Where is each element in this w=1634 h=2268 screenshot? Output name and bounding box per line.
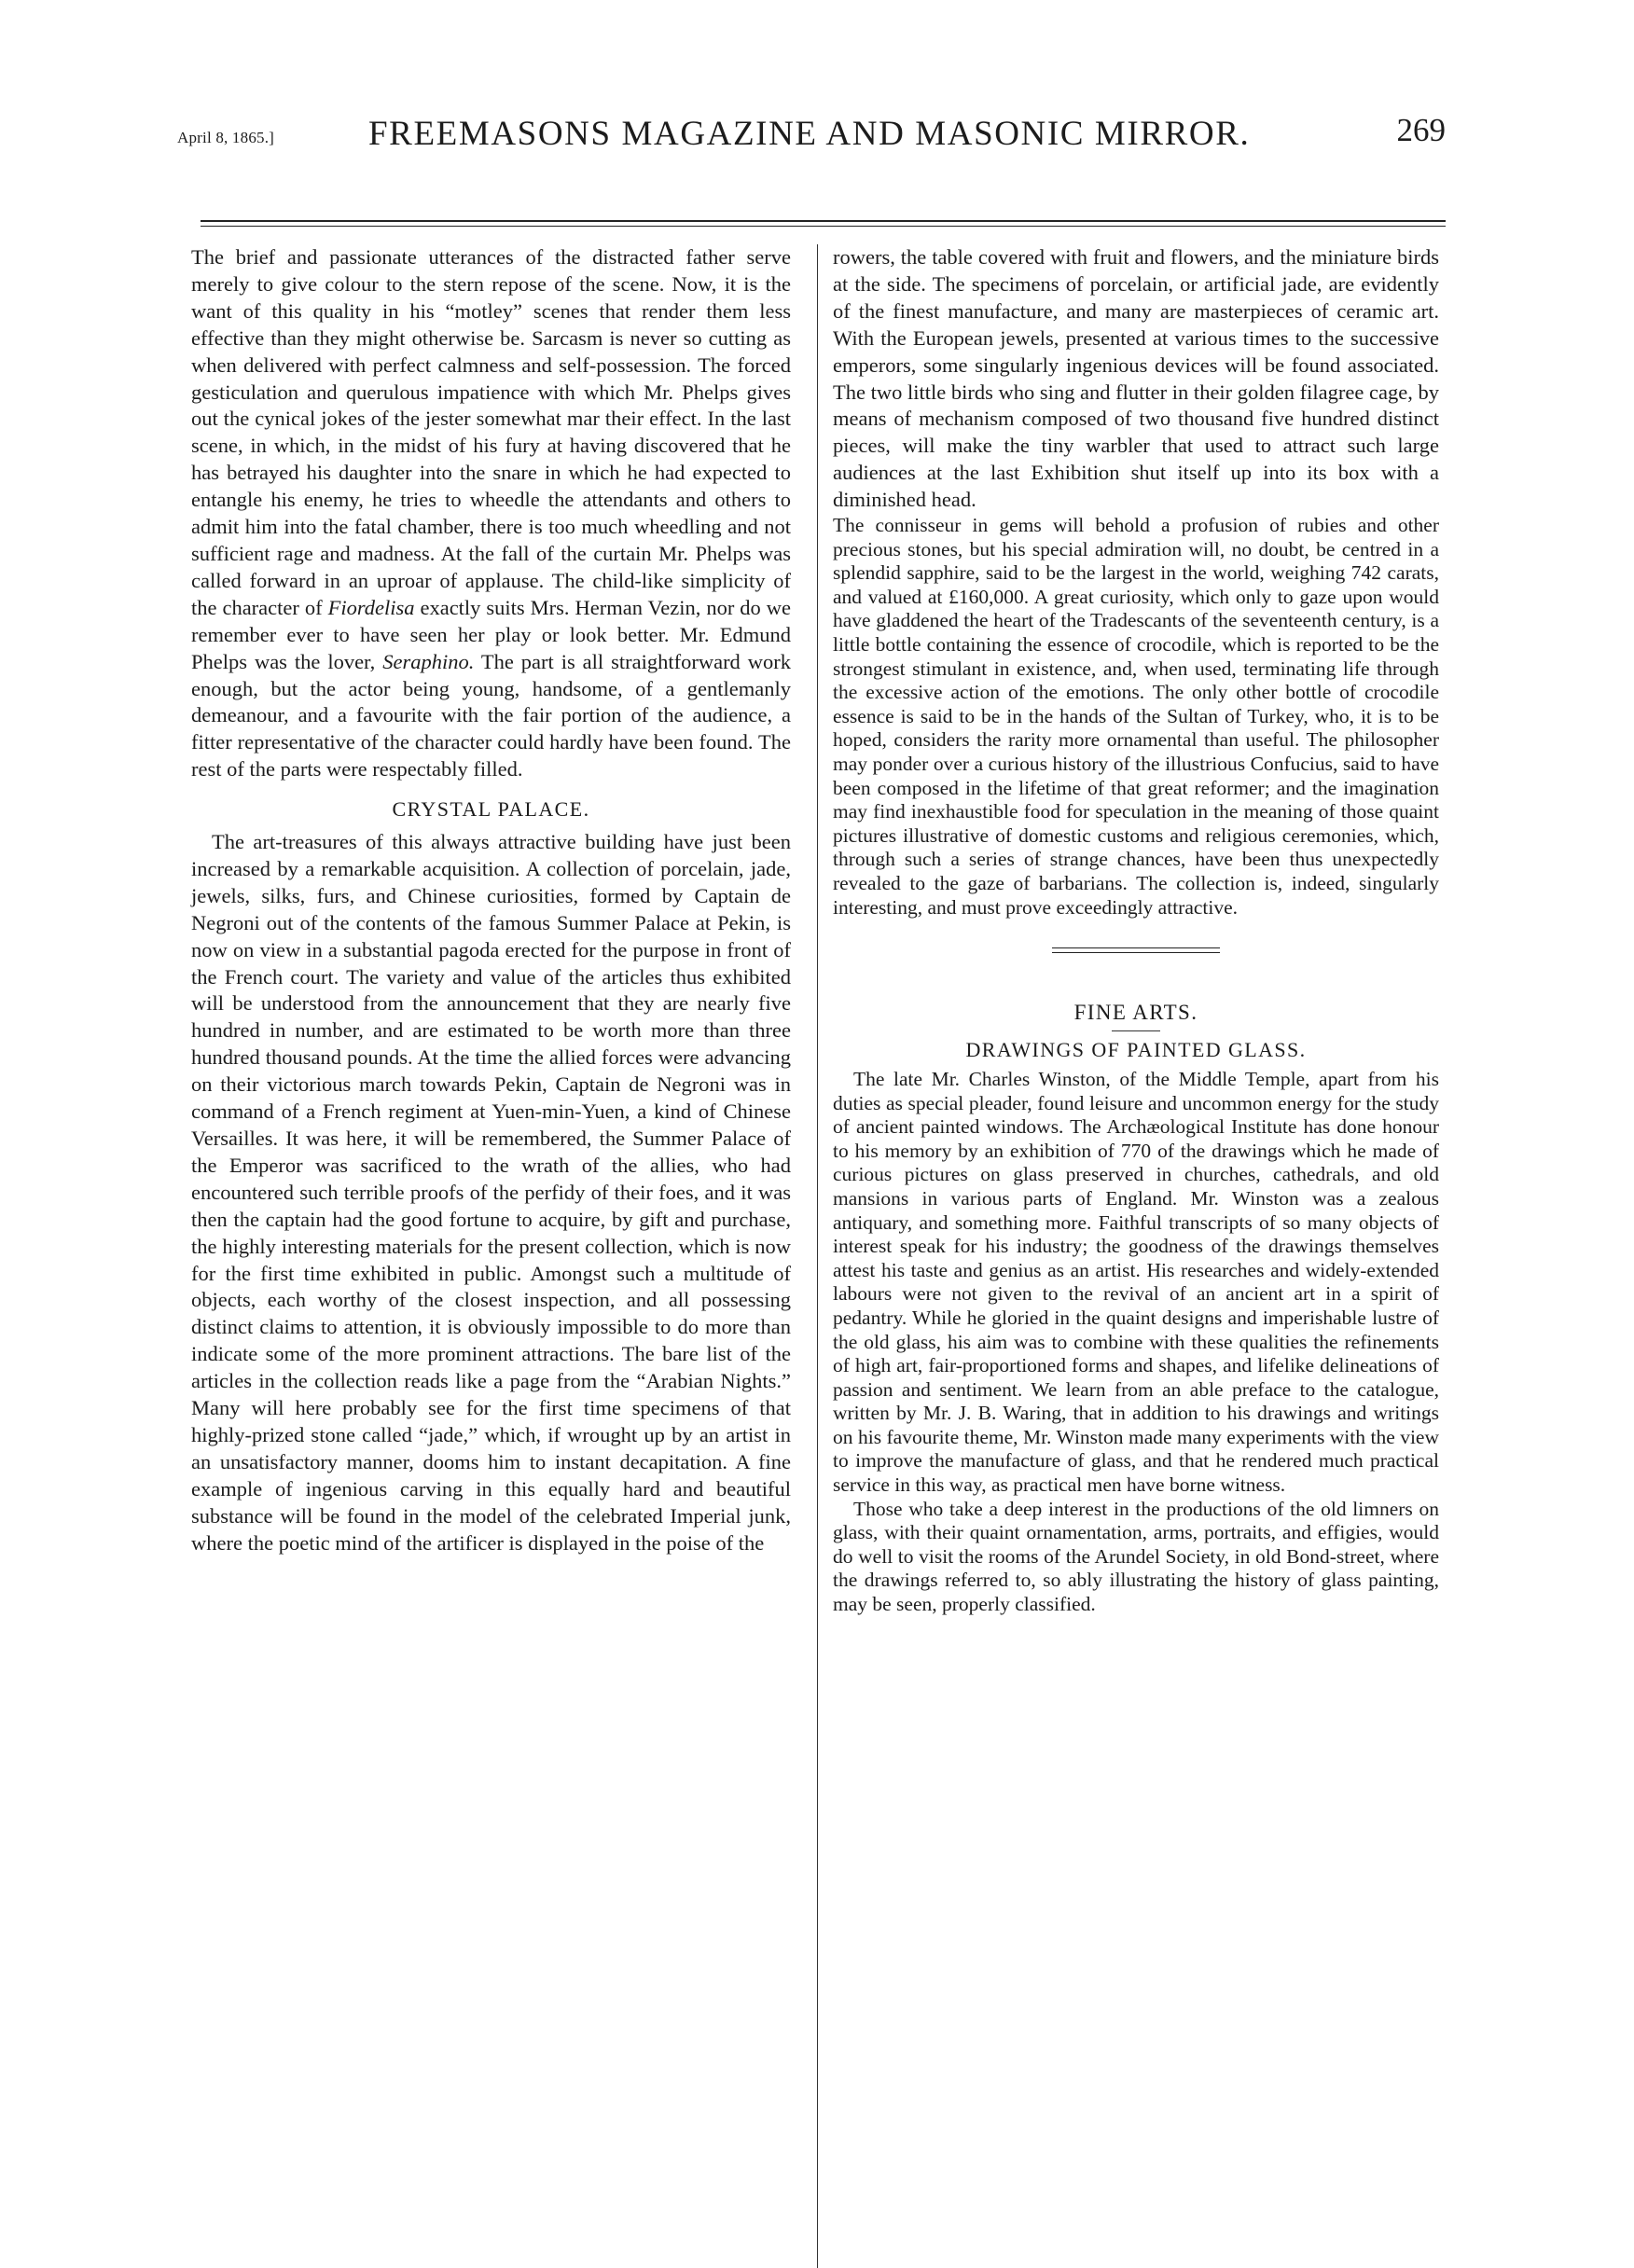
subheading-drawings-of-painted-glass: DRAWINGS OF PAINTED GLASS.: [965, 1038, 1307, 1062]
heading-underline: [1112, 1030, 1160, 1031]
section-heading-fine-arts: FINE ARTS.: [1073, 1001, 1198, 1025]
page-header: [177, 110, 1446, 166]
theatre-review-paragraph: [191, 244, 791, 783]
section-heading-crystal-palace: CRYSTAL PALACE.: [392, 797, 590, 822]
column-divider: [817, 244, 818, 2268]
character-name-fiordelisa: Fiordelisa: [327, 595, 415, 619]
right-column: [833, 244, 1439, 1617]
review-text-2: exactly suits Mrs. Herman Vezin, nor do we remember ever to have seen her play or look better. Mr. Edmund Phelps was the lover,: [191, 595, 792, 673]
crystal-palace-paragraph: The art-treasures of this always attractive building have just been increased by a remarkable acquisition. A collection of porcelain, jade, jewels, silks, furs, and Chinese curiosities, formed by Captain de Negroni out of the contents of the famous Summer Palace at Pekin, is now on view in a substantial pagoda erected for the purpose in front of the French court. The variety and value of the articles thus exhibited will be understood from the announcement that they are nearly five hundred in number, and are estimated to be worth more than three hundred thousand pounds. At the time the allied forces were advancing on their victorious march towards Pekin, Captain de Negroni was in command of a French regiment at Yuen-min-Yuen, a kind of Chinese Versailles. It was here, it will be remembered, the Summer Palace of the Emperor was sacrificed to the wrath of the allies, who had encountered such terrible proofs of the perfidy of their foes, and it was then the captain had the good fortune to acquire, by gift and purchase, the highly interesting materials for the present collection, which is now for the first time exhibited in public. Amongst such a multitude of objects, each worthy of the closest inspection, and all possessing distinct claims to attention, it is obviously impossible to do more than indicate some of the more prominent attractions. The bare list of the articles in the collection reads like a page from the “Arabian Nights.” Many will here probably see for the first time specimens of that highly-prized stone called “jade,” which, if wrought up by an artist in an unsatisfactory manner, dooms him to instant decapitation. A fine example of ingenious carving in this equally hard and beautiful substance will be found in the model of the celebrated Imperial junk, where the poetic mind of the artificer is displayed in the poise of the: [191, 830, 791, 1555]
left-column: [191, 244, 791, 1557]
section-separator: [1052, 947, 1220, 953]
issue-date: April 8, 1865.]: [177, 129, 275, 146]
review-text-1: The brief and passionate utterances of the distracted father serve merely to give colour to the stern repose of the scene. Now, it is the want of this quality in his “motley” scenes that render them less effective than they might otherwise be. Sarcasm is never so cutting as when delivered with perfect calmness and self-possession. The forced gesticulation and querulous impatience with which Mr. Phelps gives out the cynical jokes of the jester somewhat mar their effect. In the last scene, in which, in the midst of his fury at having discovered that he has betrayed his daughter into the snare in which he had expected to entangle his enemy, he tries to wheedle the attendants and others to admit him into the fatal chamber, there is too much wheedling and not sufficient rage and madness. At the fall of the curtain Mr. Phelps was called forward in an uproar of applause. The child-like simplicity of the character of: [191, 245, 791, 619]
page-number: 269: [1396, 112, 1446, 148]
review-text-3: The part is all straightforward work enough, but the actor being young, handsome, of a gentlemanly demeanour, and a favourite with the fair portion of the audience, a fitter representative of the character could hardly have been found. The rest of the parts were respectably filled.: [191, 649, 791, 781]
arundel-society-paragraph: Those who take a deep interest in the productions of the old limners on glass, with their quaint ornamentation, arms, portraits, and effigies, would do well to visit the rooms of the Arundel Society, in old Bond-street, where the drawings referred to, so ably illustrating the history of glass painting, may be seen, properly classified.: [833, 1497, 1439, 1616]
crystal-palace-continued-paragraph: rowers, the table covered with fruit and flowers, and the miniature birds at the side. The specimens of porcelain, or artificial jade, are evidently of the finest manufacture, and many are masterpieces of ceramic art. With the European jewels, presented at various times to the successive emperors, some singularly ingenious devices will be found associated. The two little birds who sing and flutter in their golden filagree cage, by means of mechanism composed of two thousand five hundred distinct pieces, will make the tiny warbler that used to attract such large audiences at the last Exhibition shut itself up into its box with a diminished head.: [833, 245, 1439, 512]
gems-paragraph: The connisseur in gems will behold a profusion of rubies and other precious stones, but his special admiration will, no doubt, be centred in a splendid sapphire, said to be the largest in the world, weighing 742 carats, and valued at £160,000. A great curiosity, which only to gaze upon would have gladdened the heart of the Tradescants of the seventeenth century, is a little bottle containing the essence of crocodile, which is reported to be the strongest stimulant in existence, and, when used, terminating life through the excessive action of the emotions. The only other bottle of crocodile essence is said to be in the hands of the Sultan of Turkey, who, it is to be hoped, considers the rarity more ornamental than useful. The philosopher may ponder over a curious history of the illustrious Confucius, said to have been composed in the lifetime of that great reformer; and the imagination may find inexhaustible food for speculation in the meaning of those quaint pictures illustrative of domestic customs and religious ceremonies, which, through such a series of strange chances, have been thus unexpectedly revealed to the gaze of barbarians. The collection is, indeed, singularly interesting, and must prove exceedingly attractive.: [833, 514, 1439, 919]
winston-paragraph: The late Mr. Charles Winston, of the Middle Temple, apart from his duties as special pleader, found leisure and uncommon energy for the study of ancient painted windows. The Archæological Institute has done honour to his memory by an exhibition of 770 of the drawings which he made of curious pictures on glass preserved in churches, cathedrals, and old mansions in various parts of England. Mr. Winston was a zealous antiquary, and something more. Faithful transcripts of so many objects of interest speak for his industry; the goodness of the drawings themselves attest his taste and genius as an artist. His researches and widely-extended labours were not given to the revival of an ancient art in a spirit of pedantry. While he gloried in the quaint designs and imperishable lustre of the old glass, his aim was to combine with these qualities the refinements of high art, fair-proportioned forms and shapes, and lifelike delineations of passion and sentiment. We learn from an able preface to the catalogue, written by Mr. J. B. Waring, that in addition to his drawings and writings on his favourite theme, Mr. Winston made many experiments with the view to improve the manufacture of glass, and that he rendered much practical service in this way, as practical men have borne witness.: [833, 1067, 1439, 1497]
header-rule-thick: [201, 220, 1446, 222]
character-name-seraphino: Seraphino.: [382, 649, 475, 673]
masthead-title: FREEMASONS MAGAZINE AND MASONIC MIRROR.: [368, 115, 1251, 153]
header-rule-thin: [201, 226, 1446, 227]
